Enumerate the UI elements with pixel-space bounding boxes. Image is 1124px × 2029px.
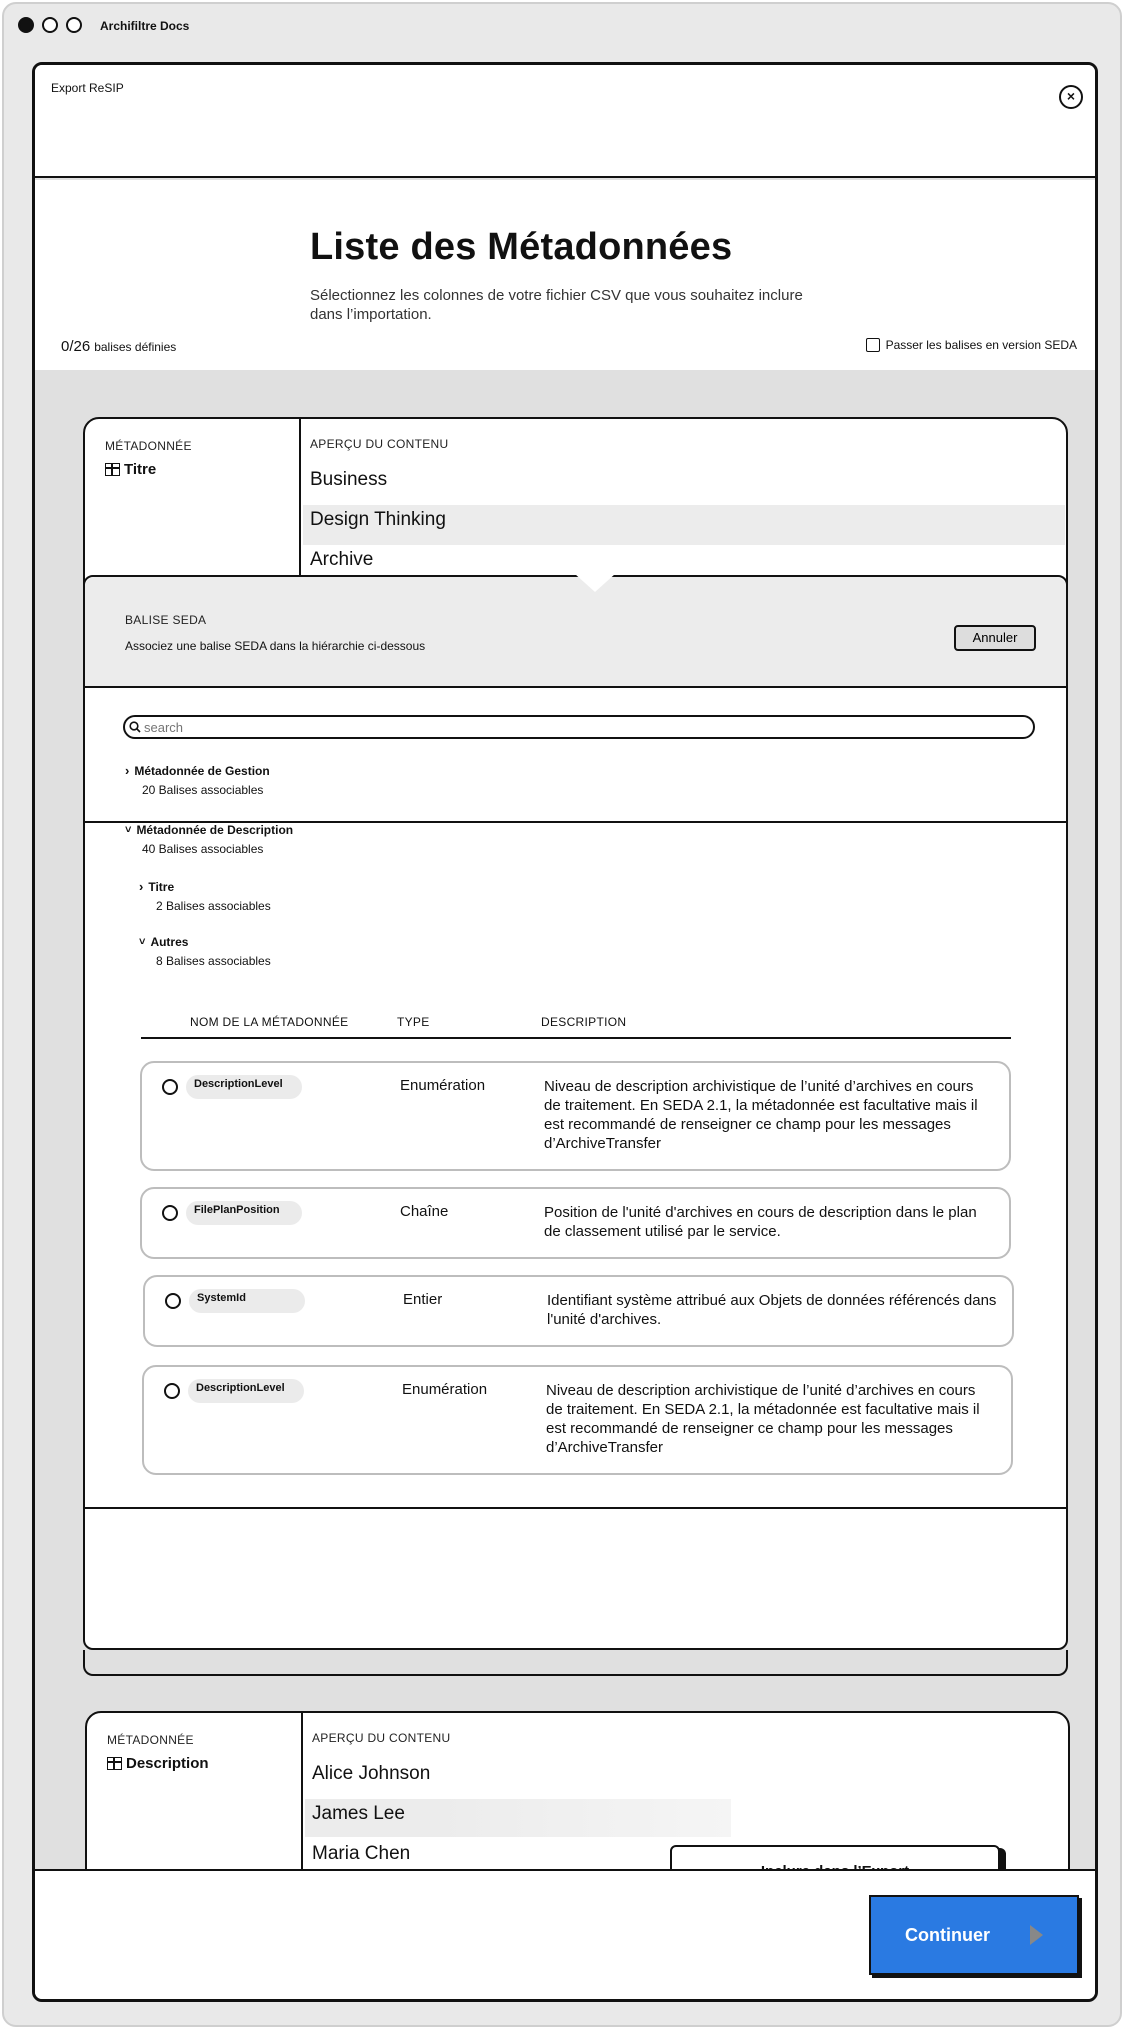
page-title: Liste des Métadonnées bbox=[310, 226, 733, 268]
seda-hint: Associez une balise SEDA dans la hiérarchie ci-dessous bbox=[125, 639, 426, 653]
radio-button[interactable] bbox=[165, 1293, 181, 1309]
tree-node-count: 8 Balises associables bbox=[156, 954, 271, 968]
tag-name-pill: SystemId bbox=[189, 1289, 305, 1313]
chevron-right-icon: › bbox=[139, 879, 144, 894]
tag-counter bbox=[61, 338, 176, 355]
radio-button[interactable] bbox=[162, 1205, 178, 1221]
table-icon bbox=[105, 463, 120, 476]
counter-label: balises définies bbox=[94, 340, 177, 354]
radio-button[interactable] bbox=[164, 1383, 180, 1399]
metadata-name bbox=[107, 1755, 209, 1772]
metadata-label: MÉTADONNÉE bbox=[107, 1733, 194, 1747]
preview-row: Design Thinking bbox=[310, 509, 446, 530]
tree-node-autres[interactable] bbox=[139, 935, 271, 968]
tree-node-title: Autres bbox=[150, 935, 189, 949]
tag-name-pill: DescriptionLevel bbox=[188, 1379, 304, 1403]
metadata-name-text: Titre bbox=[124, 461, 157, 478]
modal-header bbox=[35, 65, 1095, 178]
tree-node-title: Métadonnée de Gestion bbox=[134, 763, 270, 778]
app-window bbox=[2, 2, 1122, 2027]
continue-label: Continuer bbox=[905, 1924, 990, 1945]
maximize-window-icon[interactable] bbox=[66, 17, 82, 33]
close-window-icon[interactable] bbox=[18, 17, 34, 33]
divider bbox=[85, 1507, 1066, 1509]
chevron-down-icon: ˅ bbox=[125, 824, 132, 836]
header-divider bbox=[141, 1037, 1011, 1039]
column-header-name: NOM DE LA MÉTADONNÉE bbox=[190, 1015, 349, 1029]
play-arrow-icon bbox=[1030, 1925, 1043, 1945]
tag-description: Niveau de description archivistique de l’unité d’archives en cours de traitement. En SEDA 2.1, la métadonnée est facultative mais il est recommandé de renseigner ce champ pour les messages d’ArchiveTransfer bbox=[546, 1382, 980, 1456]
search-input[interactable] bbox=[144, 720, 1024, 735]
tag-description: Niveau de description archivistique de l’unité d’archives en cours de traitement. En SEDA 2.1, la métadonnée est facultative mais il est recommandé de renseigner ce champ pour les messages d’ArchiveTransfer bbox=[544, 1078, 978, 1152]
tag-type: Chaîne bbox=[400, 1203, 449, 1220]
seda-row[interactable] bbox=[140, 1061, 1011, 1171]
seda-checkbox[interactable] bbox=[866, 338, 880, 352]
search-icon bbox=[129, 721, 141, 733]
close-icon[interactable]: × bbox=[1059, 85, 1083, 109]
radio-button[interactable] bbox=[162, 1079, 178, 1095]
preview-row: Archive bbox=[310, 549, 374, 570]
tag-type: Entier bbox=[403, 1291, 443, 1308]
preview-row: Alice Johnson bbox=[312, 1763, 431, 1784]
chevron-down-icon: ˅ bbox=[139, 936, 146, 948]
preview-label: APERÇU DU CONTENU bbox=[310, 437, 449, 451]
tree-node-count: 2 Balises associables bbox=[156, 899, 271, 913]
minimize-window-icon[interactable] bbox=[42, 17, 58, 33]
search-field[interactable] bbox=[123, 715, 1035, 739]
tag-type: Enumération bbox=[400, 1077, 486, 1094]
counter-value: 0/26 bbox=[61, 338, 91, 355]
preview-row: Business bbox=[310, 469, 388, 490]
seda-label: BALISE SEDA bbox=[125, 613, 207, 627]
seda-version-toggle[interactable] bbox=[866, 338, 1077, 352]
seda-tag-panel bbox=[83, 575, 1068, 1650]
tag-name-pill: DescriptionLevel bbox=[186, 1075, 302, 1099]
tree-node-gestion[interactable] bbox=[125, 763, 270, 797]
seda-row[interactable] bbox=[143, 1275, 1014, 1347]
seda-panel-header bbox=[85, 577, 1066, 688]
preview-label: APERÇU DU CONTENU bbox=[312, 1731, 451, 1745]
app-title: Archifiltre Docs bbox=[100, 19, 190, 33]
preview-row: James Lee bbox=[312, 1803, 405, 1824]
panel-pointer bbox=[575, 574, 615, 592]
intro-section bbox=[35, 180, 1095, 370]
tree-node-titre[interactable] bbox=[139, 879, 271, 913]
preview-row: Maria Chen bbox=[312, 1843, 411, 1864]
seda-row[interactable] bbox=[140, 1187, 1011, 1259]
tag-description: Position de l'unité d'archives en cours de description dans le plan de classement utilisé par le service. bbox=[544, 1204, 977, 1240]
tag-name-pill: FilePlanPosition bbox=[186, 1201, 302, 1225]
metadata-name-text: Description bbox=[126, 1755, 209, 1772]
continue-button[interactable] bbox=[869, 1895, 1079, 1975]
modal-footer bbox=[35, 1869, 1095, 1999]
window-controls bbox=[18, 17, 82, 33]
seda-checkbox-label: Passer les balises en version SEDA bbox=[885, 338, 1077, 352]
tag-type: Enumération bbox=[402, 1381, 488, 1398]
cancel-button[interactable]: Annuler bbox=[954, 625, 1036, 651]
table-icon bbox=[107, 1757, 122, 1770]
tag-description: Identifiant système attribué aux Objets de données référencés dans l'unité d'archives. bbox=[547, 1292, 997, 1328]
tree-node-count: 20 Balises associables bbox=[142, 783, 264, 797]
modal-title: Export ReSIP bbox=[51, 81, 124, 95]
card-bottom-edge bbox=[83, 1650, 1068, 1676]
column-header-type: TYPE bbox=[397, 1015, 430, 1029]
page-subtitle: Sélectionnez les colonnes de votre fichier CSV que vous souhaitez inclure dans l’importation. bbox=[310, 287, 803, 323]
metadata-label: MÉTADONNÉE bbox=[105, 439, 192, 453]
export-modal bbox=[32, 62, 1098, 2002]
metadata-name bbox=[105, 461, 156, 478]
tree-node-title: Métadonnée de Description bbox=[136, 823, 294, 837]
chevron-right-icon: › bbox=[125, 763, 130, 778]
tree-node-description[interactable] bbox=[125, 823, 293, 856]
tree-node-count: 40 Balises associables bbox=[142, 842, 264, 856]
column-header-description: DESCRIPTION bbox=[541, 1015, 627, 1029]
tree-node-title: Titre bbox=[148, 879, 175, 894]
seda-row[interactable] bbox=[142, 1365, 1013, 1475]
